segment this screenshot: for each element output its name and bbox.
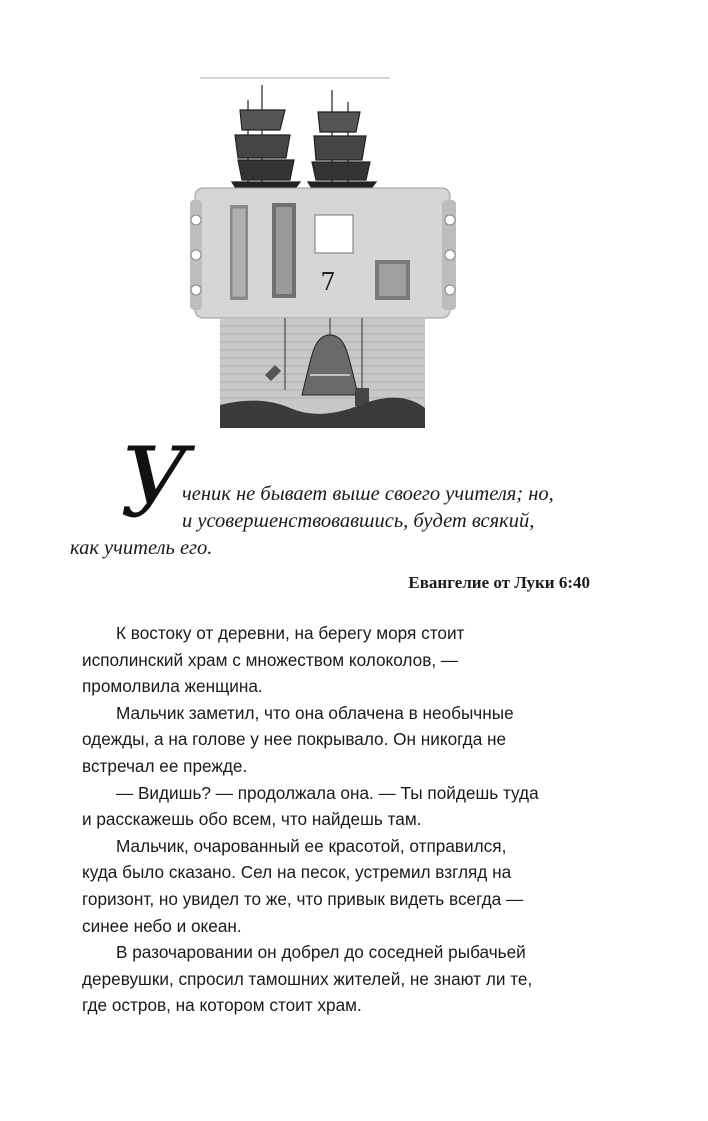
text-line: исполинский храм с множеством колоколов, — bbox=[82, 649, 459, 670]
epigraph-line: ченик не бывает выше своего учителя; но, bbox=[182, 483, 554, 505]
text-line: одежды, а на голове у нее покрывало. Он никогда не bbox=[82, 729, 507, 750]
text-line: — Видишь? — продолжала она. — Ты пойдешь туда bbox=[116, 782, 539, 803]
epigraph-line: и усовершенствовавшись, будет всякий, bbox=[182, 510, 535, 532]
ships-engraving bbox=[200, 78, 390, 195]
text-line: синее небо и океан. bbox=[82, 915, 242, 936]
text-line: встречал ее прежде. bbox=[82, 755, 248, 776]
epigraph-source: Евангелие от Луки 6:40 bbox=[408, 573, 590, 592]
text-line: горизонт, но увидел то же, что привык видеть всегда — bbox=[82, 888, 524, 909]
text-line: В разочаровании он добрел до соседней рыбачьей bbox=[116, 942, 526, 963]
chapter-banner bbox=[190, 188, 456, 318]
body-text bbox=[82, 620, 592, 1019]
epigraph bbox=[70, 427, 590, 592]
text-line: Мальчик, очарованный ее красотой, отправился, bbox=[116, 835, 507, 856]
text-line: и расскажешь обо всем, что найдешь там. bbox=[82, 809, 422, 830]
chapter-number: 7 bbox=[320, 268, 336, 296]
diving-bell-engraving bbox=[220, 318, 425, 428]
text-line: Мальчик заметил, что она облачена в необычные bbox=[116, 702, 514, 723]
text-line: куда было сказано. Сел на песок, устремил взгляд на bbox=[82, 862, 512, 883]
text-line: К востоку от деревни, на берегу моря стоит bbox=[116, 623, 465, 643]
epigraph-drop-cap: У bbox=[120, 427, 190, 539]
chapter-illustration bbox=[190, 70, 460, 430]
epigraph-line: как учитель его. bbox=[70, 537, 213, 559]
text-line: промолвила женщина. bbox=[82, 676, 263, 697]
text-line: где остров, на котором стоит храм. bbox=[82, 995, 362, 1016]
text-line: деревушки, спросил тамошних жителей, не знают ли те, bbox=[82, 968, 533, 989]
